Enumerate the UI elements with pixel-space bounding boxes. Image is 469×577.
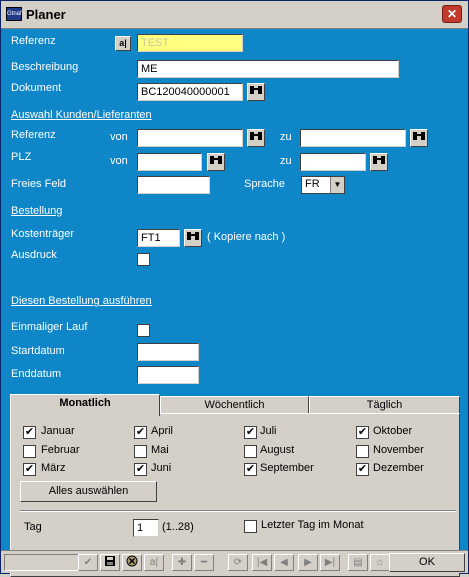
referenz-zu-field[interactable]: [300, 129, 406, 147]
august-checkbox[interactable]: [244, 445, 257, 458]
previous-record-icon[interactable]: ◀: [274, 554, 294, 571]
plz-zu-search-button[interactable]: [370, 153, 388, 171]
sprache-label: Sprache: [244, 178, 285, 190]
bestellung-heading: Bestellung: [11, 205, 63, 217]
plz-zu-field[interactable]: [300, 153, 366, 171]
beschreibung-label: Beschreibung: [11, 61, 79, 73]
dokument-field[interactable]: BC120040000001: [137, 83, 243, 101]
april-label: April: [151, 425, 174, 437]
september-checkbox[interactable]: ✔: [245, 463, 256, 475]
schedule-tabs: [10, 394, 460, 414]
einmaliger-lauf-checkbox[interactable]: [137, 324, 150, 337]
referenz-label: Referenz: [11, 35, 56, 47]
kostentraeger-label: Kostenträger: [11, 228, 74, 240]
ausdruck-checkbox[interactable]: [137, 253, 150, 266]
letzter-tag-checkbox[interactable]: [244, 520, 257, 533]
august-label: August: [260, 444, 295, 456]
referenz-von-field[interactable]: [137, 129, 243, 147]
oktober-checkbox[interactable]: ✔: [357, 426, 368, 438]
next-record-icon[interactable]: ▶: [298, 554, 318, 571]
juli-checkbox[interactable]: ✔: [245, 426, 256, 438]
referenz-von-search-button[interactable]: [247, 129, 265, 147]
enddatum-label: Enddatum: [11, 368, 62, 380]
plz-von-search-button[interactable]: [207, 153, 225, 171]
window-title: Planer: [26, 7, 66, 22]
form-view-icon[interactable]: ▤: [348, 554, 368, 571]
home-icon[interactable]: ⌂: [370, 554, 390, 571]
save-icon[interactable]: [100, 554, 120, 571]
juni-checkbox[interactable]: ✔: [135, 463, 146, 475]
november-label: November: [373, 444, 424, 456]
januar-checkbox[interactable]: ✔: [24, 426, 35, 438]
enddatum-field[interactable]: [137, 366, 199, 384]
freies-feld-label: Freies Feld: [11, 178, 67, 190]
mai-checkbox[interactable]: [134, 445, 147, 458]
tab-taeglich[interactable]: Täglich: [309, 396, 460, 415]
referenz-von-label: von: [110, 131, 128, 143]
maerz-label: März: [41, 462, 66, 474]
binoculars-icon: [249, 130, 263, 142]
close-button[interactable]: ✕: [442, 5, 462, 23]
startdatum-label: Startdatum: [11, 345, 65, 357]
maerz-checkbox[interactable]: ✔: [24, 463, 35, 475]
plz-von-field[interactable]: [137, 153, 202, 171]
referenz-zu-label: zu: [280, 131, 292, 143]
oktober-label: Oktober: [373, 425, 413, 437]
sprache-value: FR: [305, 178, 320, 190]
februar-checkbox[interactable]: [23, 445, 36, 458]
plz-label: PLZ: [11, 151, 32, 163]
referenz-zu-search-button[interactable]: [410, 129, 428, 147]
ausfuehren-heading: Diesen Bestellung ausführen: [11, 295, 152, 307]
dokument-label: Dokument: [11, 82, 62, 94]
referenz-field[interactable]: TEST: [137, 34, 243, 52]
september-label: September: [260, 462, 314, 474]
kopiere-nach-link[interactable]: ( Kopiere nach ): [207, 231, 286, 243]
binoculars-icon: [186, 230, 200, 242]
select-all-months-button[interactable]: Alles auswählen: [20, 481, 157, 502]
language-icon[interactable]: a|: [144, 554, 164, 571]
november-checkbox[interactable]: [356, 445, 369, 458]
tag-range-hint: (1..28): [162, 521, 194, 533]
add-icon[interactable]: ✚: [172, 554, 192, 571]
form-content: [1, 29, 468, 549]
auswahl-referenz-label: Referenz: [11, 129, 56, 141]
binoculars-icon: [412, 130, 426, 142]
auswahl-heading: Auswahl Kunden/Lieferanten: [11, 109, 152, 121]
dropdown-arrow-icon: ▼: [330, 177, 344, 193]
plz-von-label: von: [110, 155, 128, 167]
juni-label: Juni: [151, 462, 172, 474]
freies-feld-field[interactable]: [137, 176, 210, 194]
panel-divider: [20, 510, 456, 512]
plz-zu-label: zu: [280, 155, 292, 167]
remove-icon[interactable]: ━: [194, 554, 214, 571]
app-icon: Gtnaf: [6, 7, 22, 21]
einmaliger-lauf-label: Einmaliger Lauf: [11, 321, 88, 333]
mai-label: Mai: [151, 444, 169, 456]
startdatum-field[interactable]: [137, 343, 199, 361]
tag-field[interactable]: 1: [133, 519, 159, 537]
refresh-icon[interactable]: ⟳: [228, 554, 248, 571]
cancel-icon[interactable]: [122, 554, 142, 571]
bottom-toolbar: [1, 550, 468, 573]
dezember-label: Dezember: [373, 462, 424, 474]
ok-button[interactable]: OK: [389, 553, 465, 572]
januar-label: Januar: [41, 425, 75, 437]
juli-label: Juli: [260, 425, 277, 437]
binoculars-icon: [372, 154, 386, 166]
confirm-icon[interactable]: ✔: [78, 554, 98, 571]
binoculars-icon: [249, 84, 263, 96]
tab-monatlich[interactable]: Monatlich: [10, 394, 160, 416]
kostentraeger-field[interactable]: FT1: [137, 229, 180, 247]
tab-woechentlich[interactable]: Wöchentlich: [160, 396, 309, 415]
kostentraeger-search-button[interactable]: [184, 229, 202, 247]
binoculars-icon: [209, 154, 223, 166]
februar-label: Februar: [41, 444, 80, 456]
letzter-tag-label: Letzter Tag im Monat: [261, 519, 364, 531]
dezember-checkbox[interactable]: ✔: [357, 463, 368, 475]
title-bar: [1, 1, 468, 29]
april-checkbox[interactable]: ✔: [135, 426, 146, 438]
last-record-icon[interactable]: ▶|: [320, 554, 340, 571]
beschreibung-field[interactable]: ME: [137, 60, 399, 78]
ausdruck-label: Ausdruck: [11, 249, 57, 261]
language-button[interactable]: a|: [115, 36, 131, 51]
dokument-search-button[interactable]: [247, 83, 265, 101]
sprache-select[interactable]: [301, 176, 345, 194]
tag-label: Tag: [24, 521, 42, 533]
first-record-icon[interactable]: |◀: [252, 554, 272, 571]
